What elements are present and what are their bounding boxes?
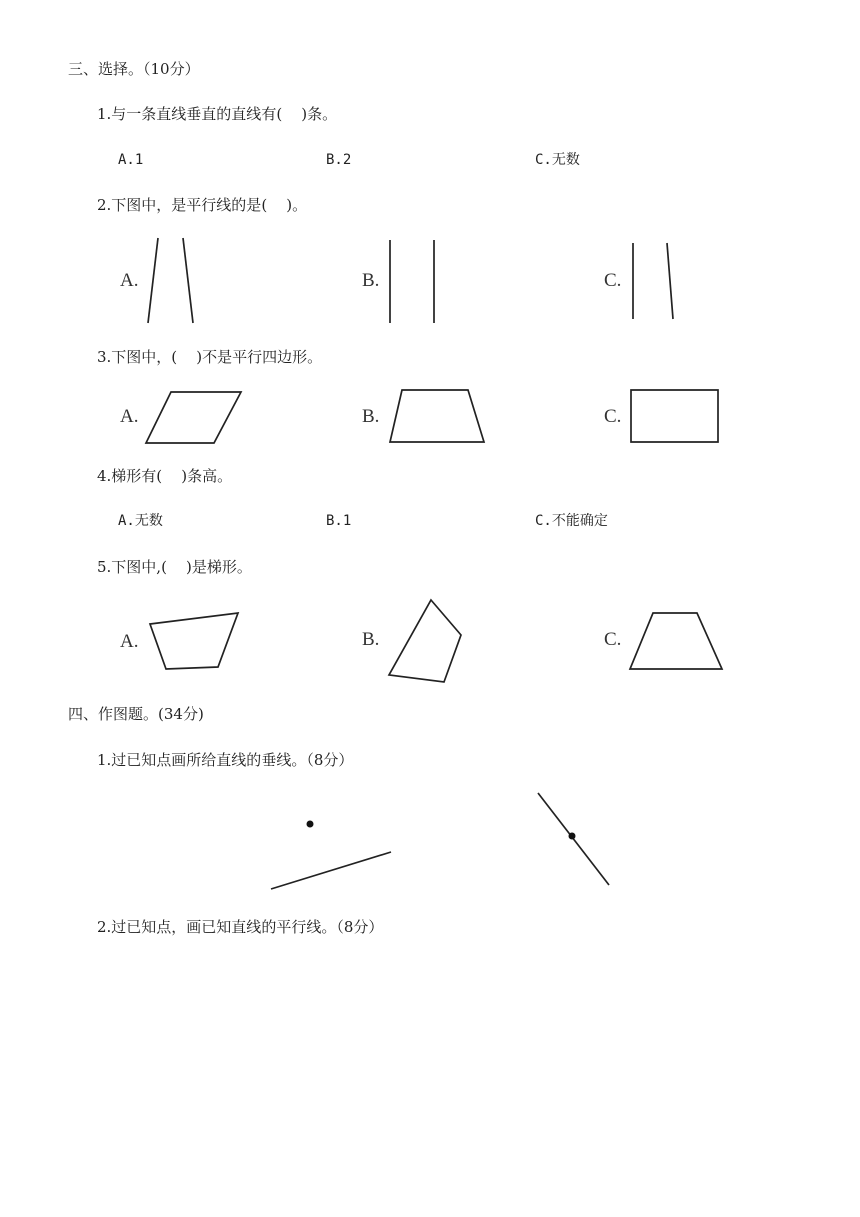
q5-label-b: B. [362,629,380,650]
q4-option-b: B.1 [326,513,352,529]
question-1-stem: 1.与一条直线垂直的直线有( )条。 [97,105,338,123]
q3-label-b: B. [362,406,380,427]
perpendicular-figure-right [538,793,609,885]
question-2-stem: 2.下图中，是平行线的是( )。 [97,196,308,214]
q2-label-b: B. [362,270,380,291]
q4-option-c: C.不能确定 [535,513,608,529]
question-4-stem: 4.梯形有( )条高。 [97,467,233,485]
q1-option-b: B.2 [326,152,352,168]
section-3-title: 三、选择。（10分） [68,60,200,78]
section-4-question-1-stem: 1.过已知点画所给直线的垂线。（8分） [97,751,354,769]
given-line [271,852,391,889]
q2-label-c: C. [604,270,622,291]
q1-option-c: C.无数 [535,152,580,168]
section-4-question-2-stem: 2.过已知点，画已知直线的平行线。（8分） [97,918,384,936]
perpendicular-figure-left [271,821,391,890]
q2-label-a: A. [120,270,139,291]
question-3-stem: 3.下图中，( )不是平行四边形。 [97,348,323,366]
section-4-title: 四、作图题。(34分) [68,705,204,723]
q3-label-c: C. [604,406,622,427]
given-point-on-line [569,833,576,840]
question-5-stem: 5.下图中,( )是梯形。 [97,558,252,576]
q5-label-c: C. [604,629,622,650]
q4-option-a: A.无数 [118,513,163,529]
q3-label-a: A. [120,406,139,427]
q5-label-a: A. [120,631,139,652]
given-point [307,821,314,828]
q1-option-a: A.1 [118,152,144,168]
